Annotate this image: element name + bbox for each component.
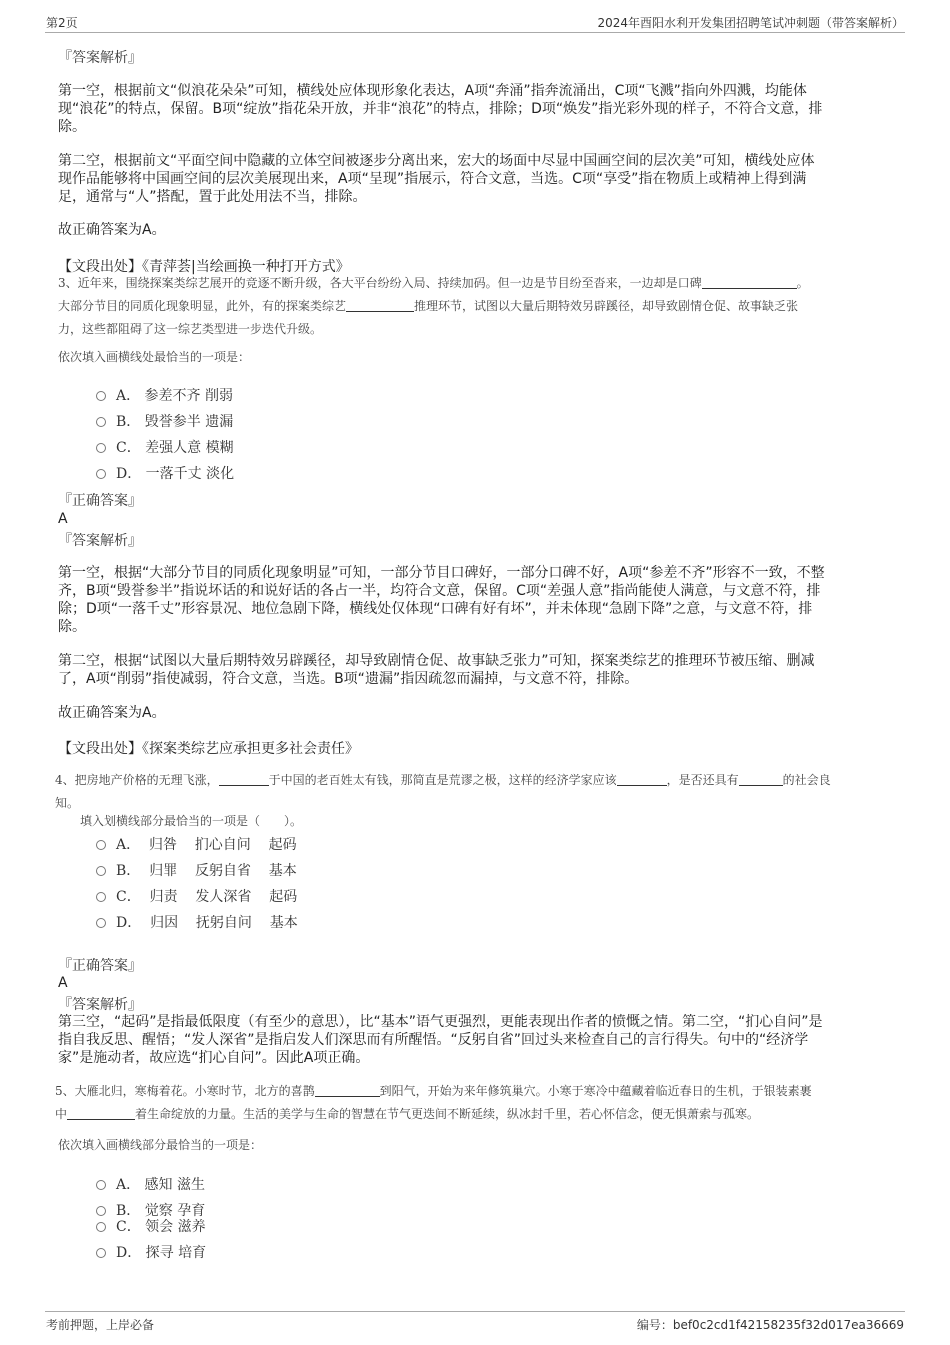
radio-icon: [96, 417, 106, 427]
q3-blank-2: [346, 299, 414, 312]
q4-analysis-label: 『答案解析』: [58, 997, 142, 1013]
radio-icon: [96, 391, 106, 401]
q4-option-b[interactable]: B． 归罪 反躬自省 基本: [96, 860, 297, 880]
q4-correct-label: 『正确答案』: [58, 958, 142, 974]
q4-blank-3: [739, 773, 783, 786]
q3-conclusion: 故正确答案为A。: [58, 705, 166, 721]
footer-slogan: 考前押题，上岸必备: [46, 1318, 155, 1332]
q3-analysis-para1: 第一空，根据“大部分节目的同质化现象明显”可知，一部分节目口碑好，一部分口碑不好，A项“参差不齐”形容不一致，不整 齐，B项“毁誉参半”指说坏话的和说好话的各占一半，均符合文意，保留。C项“差强人意”指尚能使人满意，与文意不符，排 除；D项“一落千丈”形容景况、地位急剧下降，横线处仅体现“口碑有好有坏”，并未体现“急剧下降”之意，与文意不符，排 除。: [58, 565, 825, 635]
document-code: 编号：bef0c2cd1f42158235f32d017ea36669: [636, 1318, 904, 1332]
q3-blank-1: [702, 276, 797, 289]
radio-icon: [96, 866, 106, 876]
q2-analysis-label: 『答案解析』: [58, 50, 142, 66]
q5-option-d[interactable]: D． 探寻 培育: [96, 1242, 206, 1262]
q2-analysis-para1: 第一空，根据前文“似浪花朵朵”可知，横线处应体现形象化表达，A项“奔涌”指奔流涌出，C项“飞溅”指向外四溅，均能体 现“浪花”的特点，保留。B项“绽放”指花朵开放，并非“浪花”的特点，排除；D项“焕发”指光彩外现的样子，不符合文意，排 除。: [58, 83, 823, 135]
q5-blank-1: [315, 1084, 380, 1097]
q3-source: 【文段出处】《探案类综艺应承担更多社会责任》: [58, 741, 359, 757]
page-number: 第2页: [46, 16, 78, 30]
q3-option-a[interactable]: A． 参差不齐 削弱: [96, 385, 233, 405]
q3-option-b[interactable]: B． 毁誉参半 遗漏: [96, 411, 233, 431]
radio-icon: [96, 1180, 106, 1190]
q2-conclusion: 故正确答案为A。: [58, 222, 166, 238]
q5-option-c[interactable]: C． 领会 滋养: [96, 1216, 206, 1236]
q4-option-d[interactable]: D． 归因 抚躬自问 基本: [96, 912, 298, 932]
q4-correct-value: A: [58, 975, 68, 991]
document-title: 2024年酉阳水利开发集团招聘笔试冲刺题（带答案解析）: [597, 16, 904, 30]
q4-option-c[interactable]: C． 归责 发人深省 起码: [96, 886, 297, 906]
q5-option-b[interactable]: B． 觉察 孕育: [96, 1200, 205, 1220]
radio-icon: [96, 892, 106, 902]
q3-option-d[interactable]: D． 一落千丈 淡化: [96, 463, 234, 483]
q5-blank-2: [67, 1107, 135, 1120]
q5-option-a[interactable]: A． 感知 滋生: [96, 1174, 205, 1194]
radio-icon: [96, 918, 106, 928]
radio-icon: [96, 443, 106, 453]
q5-stem: 5、大雁北归，寒梅着花。小寒时节，北方的喜鹊 到阳气，开始为来年修筑巢穴。小寒于寒冷中蕴藏着临近春日的生机，于银装素裹 中 着生命绽放的力量。生活的美学与生命的智慧在节气更迭间不断延续，纵冰封千里，若心怀信念，便无惧萧索与孤寒。: [55, 1084, 812, 1121]
radio-icon: [96, 469, 106, 479]
q3-prompt: 依次填入画横线处最恰当的一项是：: [58, 350, 251, 364]
q4-option-a[interactable]: A． 归咎 扪心自问 起码: [96, 834, 297, 854]
q3-stem: 3、近年来，围绕探案类综艺展开的竞逐不断升级，各大平台纷纷入局、持续加码。但一边是节目纷至沓来，一边却是口碑 。 大部分节目的同质化现象明显，此外，有的探案类综艺 推理环节，试图以大量后期特效另辟蹊径，却导致剧情仓促、故事缺乏张 力，这些都阻碍了这一综艺类型进一步迭代升级。: [58, 276, 809, 336]
footer-divider: [45, 1311, 905, 1312]
header-divider: [45, 32, 905, 33]
radio-icon: [96, 1248, 106, 1258]
q4-blank-2: [617, 773, 667, 786]
q3-analysis-label: 『答案解析』: [58, 533, 142, 549]
radio-icon: [96, 1206, 106, 1216]
q3-correct-label: 『正确答案』: [58, 493, 142, 509]
q4-blank-1: [219, 773, 269, 786]
q3-correct-value: A: [58, 511, 68, 527]
q5-prompt: 依次填入画横线部分最恰当的一项是：: [58, 1138, 263, 1152]
q3-option-c[interactable]: C． 差强人意 模糊: [96, 437, 234, 457]
q2-analysis-para2: 第二空，根据前文“平面空间中隐藏的立体空间被逐步分离出来，宏大的场面中尽显中国画空间的层次美”可知，横线处应体 现作品能够将中国画空间的层次美展现出来，A项“呈现”指展示，符合文意，当选。C项“享受”指在物质上或精神上得到满 足，通常与“人”搭配，置于此处用法不当，排除。: [58, 153, 815, 205]
q3-analysis-para2: 第二空，根据“试图以大量后期特效另辟蹊径，却导致剧情仓促、故事缺乏张力”可知，探案类综艺的推理环节被压缩、删减 了，A项“削弱”指使减弱，符合文意，当选。B项“遗漏”指因疏忽而漏掉，与文意不符，排除。: [58, 653, 815, 687]
radio-icon: [96, 1222, 106, 1232]
radio-icon: [96, 840, 106, 850]
q4-prompt: 填入划横线部分最恰当的一项是（ ）。: [80, 814, 303, 828]
q4-analysis-para: 第三空，“起码”是指最低限度（有至少的意思），比“基本”语气更强烈，更能表现出作者的愤慨之情。第二空，“扪心自问”是 指自我反思、醒悟；“发人深省”是指启发人们深思而有所醒悟。“反躬自省”回过头来检查自己的言行得失。句中的“经济学 家”是施动者，故应选“扪心自问”。因此A项正确。: [58, 1014, 823, 1066]
q4-stem: 4、把房地产价格的无理飞涨， 于中国的老百姓太有钱，那简直是荒谬之极，这样的经济学家应该 ，是否还具有 的社会良 知。: [55, 773, 831, 810]
q2-source: 【文段出处】《青萍荟|当绘画换一种打开方式》: [58, 259, 350, 275]
